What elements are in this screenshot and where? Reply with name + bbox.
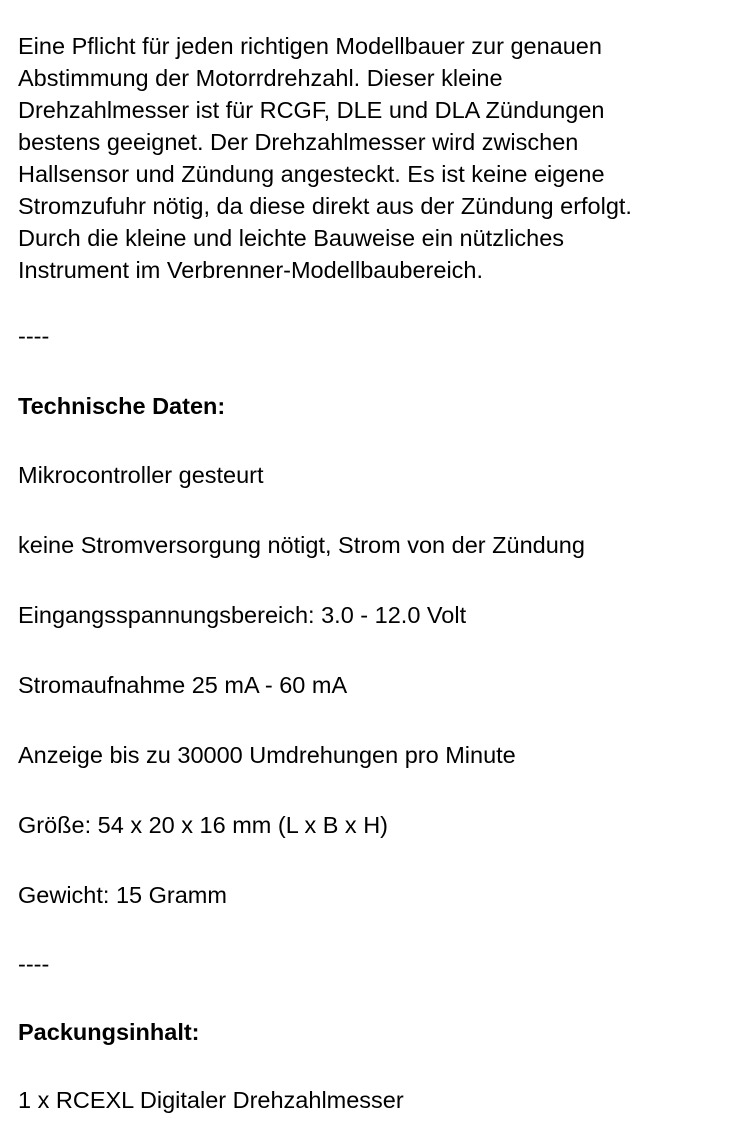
intro-line: Eine Pflicht für jeden richtigen Modellbauer zur genauen	[18, 33, 602, 59]
spec-item: Mikrocontroller gesteurt	[18, 462, 264, 488]
spec-item: Eingangsspannungsbereich: 3.0 - 12.0 Volt	[18, 602, 467, 628]
tech-heading: Technische Daten:	[18, 393, 226, 419]
intro-line: Durch die kleine und leichte Bauweise ein nützliches	[18, 225, 565, 251]
separator: ----	[18, 323, 50, 349]
intro-paragraph	[18, 30, 738, 286]
spec-item: keine Stromversorgung nötigt, Strom von der Zündung	[18, 532, 585, 558]
intro-line: Drehzahlmesser ist für RCGF, DLE und DLA Zündungen	[18, 97, 605, 123]
spec-item: Gewicht: 15 Gramm	[18, 882, 227, 908]
separator: ----	[18, 951, 50, 977]
package-heading: Packungsinhalt:	[18, 1019, 200, 1045]
spec-item: Stromaufnahme 25 mA - 60 mA	[18, 672, 348, 698]
spec-item: Größe: 54 x 20 x 16 mm (L x B x H)	[18, 812, 389, 838]
intro-line: bestens geeignet. Der Drehzahlmesser wird zwischen	[18, 129, 579, 155]
intro-line: Abstimmung der Motorrdrehzahl. Dieser kleine	[18, 65, 503, 91]
product-description	[18, 30, 738, 1113]
package-item: 1 x RCEXL Digitaler Drehzahlmesser	[18, 1087, 404, 1113]
spec-item: Anzeige bis zu 30000 Umdrehungen pro Minute	[18, 742, 516, 768]
intro-line: Hallsensor und Zündung angesteckt. Es ist keine eigene	[18, 161, 605, 187]
intro-line: Stromzufuhr nötig, da diese direkt aus der Zündung erfolgt.	[18, 193, 632, 219]
intro-line: Instrument im Verbrenner-Modellbaubereich.	[18, 257, 484, 283]
